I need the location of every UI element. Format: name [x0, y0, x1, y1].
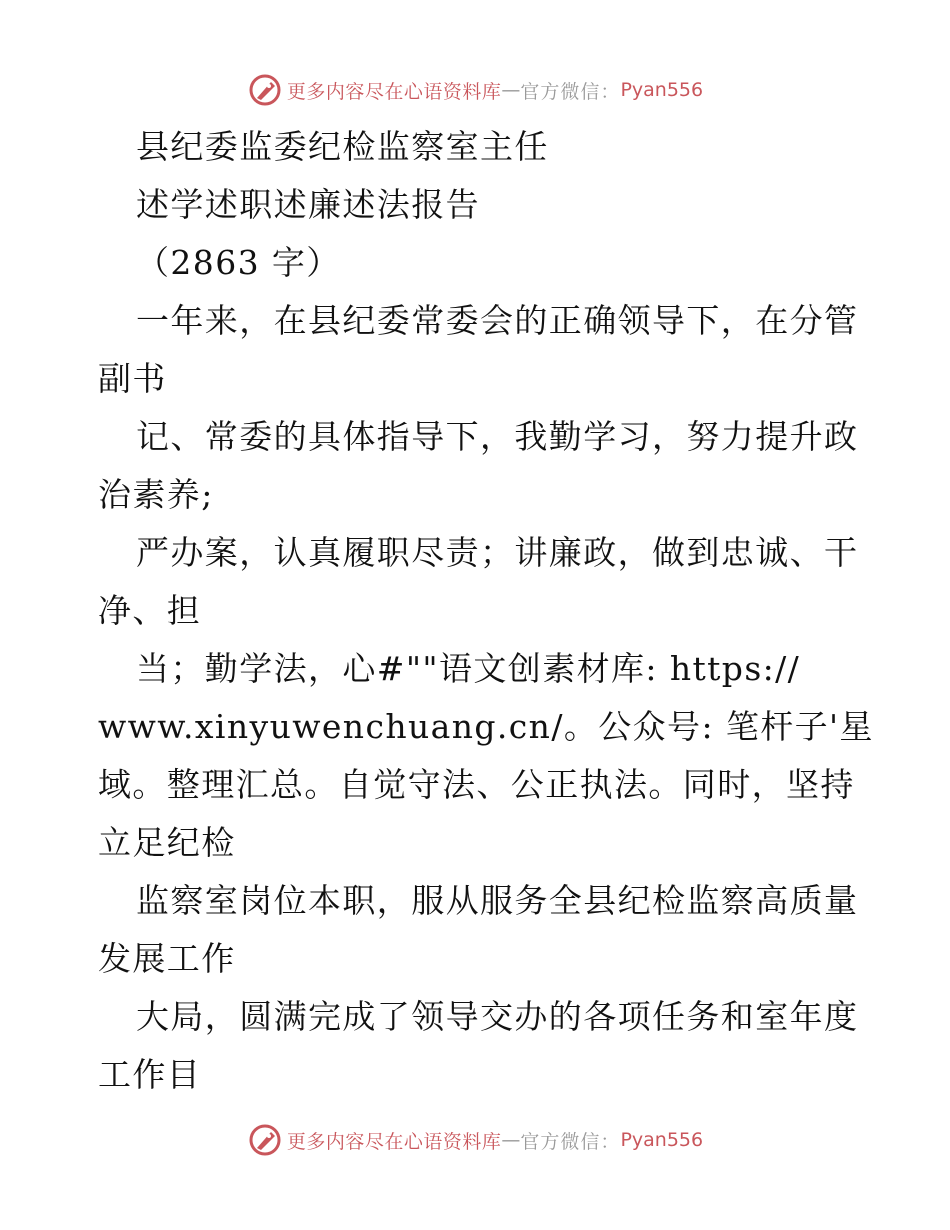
banner-official-label: 官方微信： [520, 80, 621, 103]
footer-watermark-banner [0, 1118, 950, 1162]
banner-wechat-id: Pyan556 [620, 1129, 704, 1151]
doc-line: 大局，圆满完成了领导交办的各项任务和室年度 [136, 997, 859, 1036]
doc-line: 工作目 [98, 1055, 202, 1094]
doc-line: 副书 [98, 359, 167, 398]
doc-line: 净、担 [98, 591, 202, 630]
doc-line: 当；勤学法，心#""语文创素材库: https:// [136, 649, 801, 688]
doc-line: 记、常委的具体指导下，我勤学习，努力提升政 [136, 417, 859, 456]
doc-line: 发展工作 [98, 939, 236, 978]
doc-line: www.xinyuwenchuang.cn/。公众号: 笔杆子'星 [98, 707, 874, 746]
doc-subtitle: 述学述职述廉述法报告 [136, 185, 480, 224]
doc-word-count: （2863 字） [136, 243, 341, 282]
banner-text: 更多内容尽在心语资料库 [286, 1130, 502, 1153]
banner-dash: — [501, 79, 521, 101]
banner-dash: — [501, 1129, 521, 1151]
banner-text: 更多内容尽在心语资料库 [286, 80, 502, 103]
banner-official-label: 官方微信： [520, 1130, 621, 1153]
doc-line: 治素养; [98, 475, 214, 514]
header-watermark-banner [0, 68, 950, 112]
doc-title: 县纪委监委纪检监察室主任 [136, 127, 549, 166]
doc-line: 一年来，在县纪委常委会的正确领导下，在分管 [136, 301, 859, 340]
doc-line: 立足纪检 [98, 823, 236, 862]
pen-logo-icon [247, 1122, 283, 1158]
doc-line: 监察室岗位本职，服从服务全县纪检监察高质量 [136, 881, 859, 920]
banner-wechat-id: Pyan556 [620, 79, 704, 101]
pen-logo-icon [247, 72, 283, 108]
doc-line: 域。整理汇总。自觉守法、公正执法。同时，坚持 [98, 765, 855, 804]
document-body [98, 118, 874, 1104]
doc-line: 严办案，认真履职尽责；讲廉政，做到忠诚、干 [136, 533, 859, 572]
